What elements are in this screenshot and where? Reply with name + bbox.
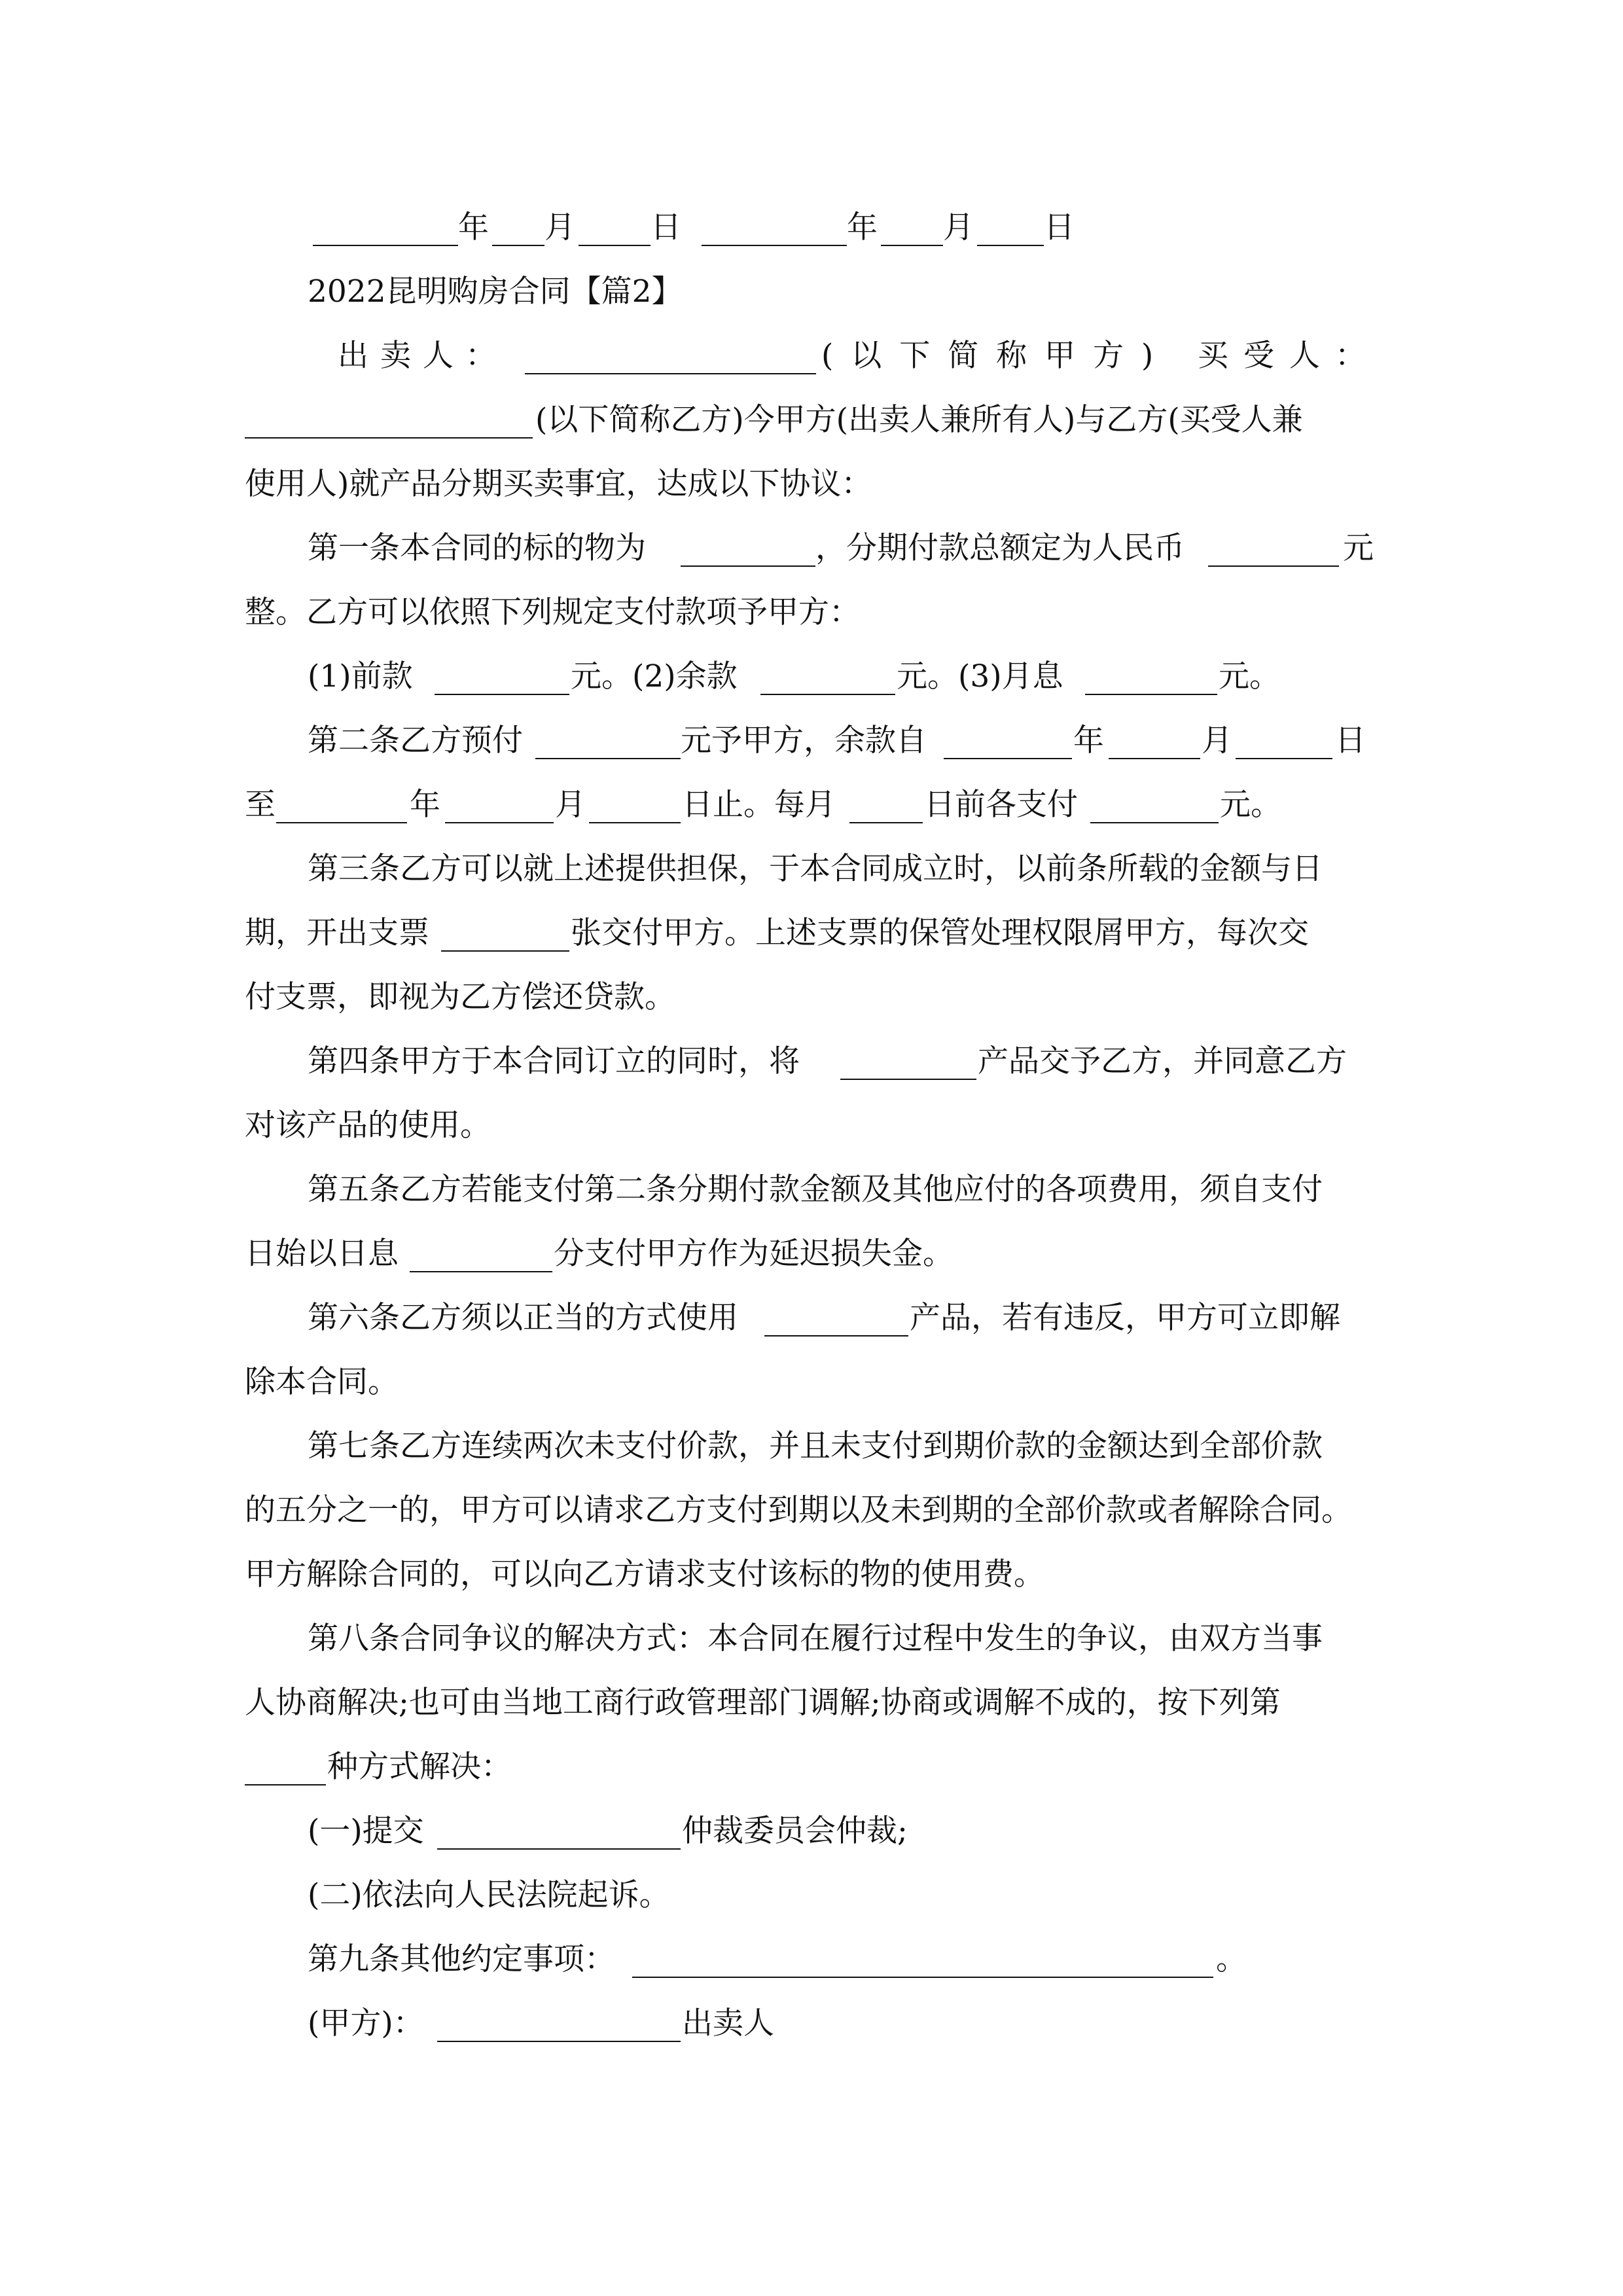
art2-text-b: 元予甲方，余款自 — [681, 723, 927, 759]
art9-line — [0, 1940, 1623, 1979]
art2-text-i: 日止。每月 — [682, 787, 836, 823]
date-year-2: 年 — [847, 209, 878, 245]
blank-from-year — [944, 758, 1072, 759]
art7-text-line3: 甲方解除合同的，可以向乙方请求支付该标的物的使用费。 — [245, 1556, 1044, 1592]
art1-item-b: 元。(2)余款 — [571, 658, 738, 694]
seller-label: 出卖人： — [338, 338, 508, 374]
blank-to-month — [445, 822, 554, 823]
art3-line-2 — [0, 914, 1623, 953]
art3-line-3 — [0, 978, 1623, 1017]
blank-product — [840, 1079, 976, 1080]
art1-item-c: 元。(3)月息 — [897, 658, 1063, 694]
art7-text-line2: 的五分之一的，甲方可以请求乙方支付到期以及未到期的全部价款或者解除合同。 — [245, 1492, 1352, 1528]
art1-line-1 — [0, 529, 1623, 568]
doc-title: 2022昆明购房合同【篇2】 — [308, 274, 683, 310]
art1-text-c: 元 — [1343, 530, 1374, 566]
parties-line-1 — [0, 336, 1623, 376]
art8-text-line2: 人协商解决;也可由当地工商行政管理部门调解;协商或调解不成的，按下列第 — [245, 1685, 1281, 1721]
blank-year-1 — [313, 245, 458, 246]
art2-text-e: 日 — [1335, 723, 1366, 759]
blank-prepay — [535, 758, 681, 759]
sign-text-a: (甲方)： — [308, 2005, 424, 2041]
art4-line-1 — [0, 1042, 1623, 1081]
art8-text-line3: 种方式解决： — [327, 1749, 512, 1785]
art3-text-line3: 付支票，即视为乙方偿还贷款。 — [245, 979, 675, 1015]
blank-from-month — [1109, 758, 1200, 759]
art2-text-d: 月 — [1202, 723, 1232, 759]
art8-opt2: (二)依法向人民法院起诉。 — [308, 1877, 670, 1913]
art2-text-j: 日前各支付 — [924, 787, 1078, 823]
art1-items-line — [0, 657, 1623, 696]
blank-arbitration — [437, 1848, 681, 1850]
art2-text-k: 元。 — [1220, 787, 1281, 823]
art3-text-a: 期，开出支票 — [245, 915, 429, 951]
blank-monthly-interest — [1085, 694, 1217, 695]
date-month-1: 月 — [544, 209, 575, 245]
art2-line-2 — [0, 785, 1623, 825]
date-day-1: 日 — [651, 209, 681, 245]
sign-line — [0, 2004, 1623, 2043]
art1-item-d: 元。 — [1219, 658, 1280, 694]
art3-text-b: 张交付甲方。上述支票的保管处理权限屑甲方，每次交 — [571, 915, 1309, 951]
art8-line-2 — [0, 1683, 1623, 1723]
blank-monthly-day — [849, 822, 923, 823]
art6-line-1 — [0, 1299, 1623, 1338]
blank-seller — [525, 373, 816, 374]
blank-use-product — [764, 1335, 908, 1336]
doc-title-line — [0, 272, 1623, 312]
blank-day-1 — [579, 245, 651, 246]
blank-checks — [441, 950, 569, 952]
art4-text-a: 第四条甲方于本合同订立的同时，将 — [308, 1043, 800, 1079]
blank-buyer — [245, 437, 533, 439]
blank-subject — [681, 565, 815, 567]
art5-text-a: 日始以日息 — [245, 1236, 399, 1272]
parties-text-3: 使用人)就产品分期买卖事宜，达成以下协议： — [245, 466, 872, 502]
art2-text-f: 至 — [245, 787, 276, 823]
blank-balance — [760, 694, 895, 695]
art2-text-g: 年 — [410, 787, 440, 823]
blank-other-matters — [632, 1977, 1213, 1978]
art1-line-2 — [0, 593, 1623, 632]
art8-text-line1: 第八条合同争议的解决方式：本合同在履行过程中发生的争议，由双方当事 — [308, 1621, 1323, 1657]
blank-to-day — [589, 822, 681, 823]
art7-line-3 — [0, 1555, 1623, 1594]
date-month-2: 月 — [943, 209, 974, 245]
blank-total — [1208, 565, 1339, 567]
blank-monthly-amount — [1090, 822, 1219, 823]
art6-text-line2: 除本合同。 — [245, 1364, 399, 1400]
art6-text-a: 第六条乙方须以正当的方式使用 — [308, 1300, 738, 1336]
art2-text-a: 第二条乙方预付 — [308, 723, 523, 759]
art7-line-1 — [0, 1427, 1623, 1466]
art5-line-2 — [0, 1234, 1623, 1274]
blank-month-1 — [492, 245, 544, 246]
art2-text-c: 年 — [1073, 723, 1104, 759]
parties-text-2: (以下简称乙方)今甲方(出卖人兼所有人)与乙方(买受人兼 — [535, 402, 1303, 438]
art8-opt1-b: 仲裁委员会仲裁; — [682, 1813, 908, 1849]
art8-opt1-line — [0, 1812, 1623, 1851]
art4-line-2 — [0, 1106, 1623, 1145]
art7-text-line1: 第七条乙方连续两次未支付价款，并且未支付到期价款的金额达到全部价款 — [308, 1428, 1323, 1464]
art8-opt2-line — [0, 1876, 1623, 1915]
blank-year-2 — [702, 245, 847, 246]
art8-line-1 — [0, 1619, 1623, 1659]
art7-line-2 — [0, 1491, 1623, 1530]
art9-text-a: 第九条其他约定事项： — [308, 1941, 615, 1977]
sign-text-b: 出卖人 — [682, 2005, 774, 2041]
art4-text-b: 产品交予乙方，并同意乙方 — [978, 1043, 1347, 1079]
art9-text-b: 。 — [1216, 1941, 1247, 1977]
blank-daily-rate — [410, 1271, 552, 1272]
art1-text-b: ，分期付款总额定为人民币 — [815, 530, 1185, 566]
art8-opt1-a: (一)提交 — [308, 1813, 424, 1849]
art6-line-2 — [0, 1363, 1623, 1402]
buyer-label: 买 受 人 ： — [1198, 338, 1368, 374]
blank-from-day — [1236, 758, 1332, 759]
parties-line-2 — [0, 401, 1623, 440]
parties-line-3 — [0, 465, 1623, 504]
art3-line-1 — [0, 850, 1623, 889]
blank-to-year — [276, 822, 407, 823]
art3-text-line1: 第三条乙方可以就上述提供担保，于本合同成立时，以前条所载的金额与日 — [308, 851, 1323, 887]
art8-line-3 — [0, 1748, 1623, 1787]
blank-day-2 — [977, 245, 1044, 246]
art5-text-b: 分支付甲方作为延迟损失金。 — [554, 1236, 954, 1272]
date-day-2: 日 — [1044, 209, 1075, 245]
art4-text-line2: 对该产品的使用。 — [245, 1107, 491, 1143]
art1-item-a: (1)前款 — [308, 658, 413, 694]
seller-note: ( 以 下 简 称 甲 方 ) — [821, 338, 1158, 374]
art2-text-h: 月 — [555, 787, 586, 823]
date-line — [0, 208, 1623, 247]
blank-dispute-option — [245, 1784, 326, 1785]
art5-line-1 — [0, 1170, 1623, 1210]
art1-text-line2: 整。乙方可以依照下列规定支付款项予甲方： — [245, 594, 860, 630]
art6-text-b: 产品，若有违反，甲方可立即解 — [910, 1300, 1340, 1336]
date-year-1: 年 — [458, 209, 489, 245]
art5-text-line1: 第五条乙方若能支付第二条分期付款金额及其他应付的各项费用，须自支付 — [308, 1172, 1323, 1208]
art1-text-a: 第一条本合同的标的物为 — [308, 530, 646, 566]
art2-line-1 — [0, 721, 1623, 761]
blank-party-a — [437, 2041, 681, 2042]
blank-month-2 — [881, 245, 943, 246]
blank-down-payment — [435, 694, 569, 695]
